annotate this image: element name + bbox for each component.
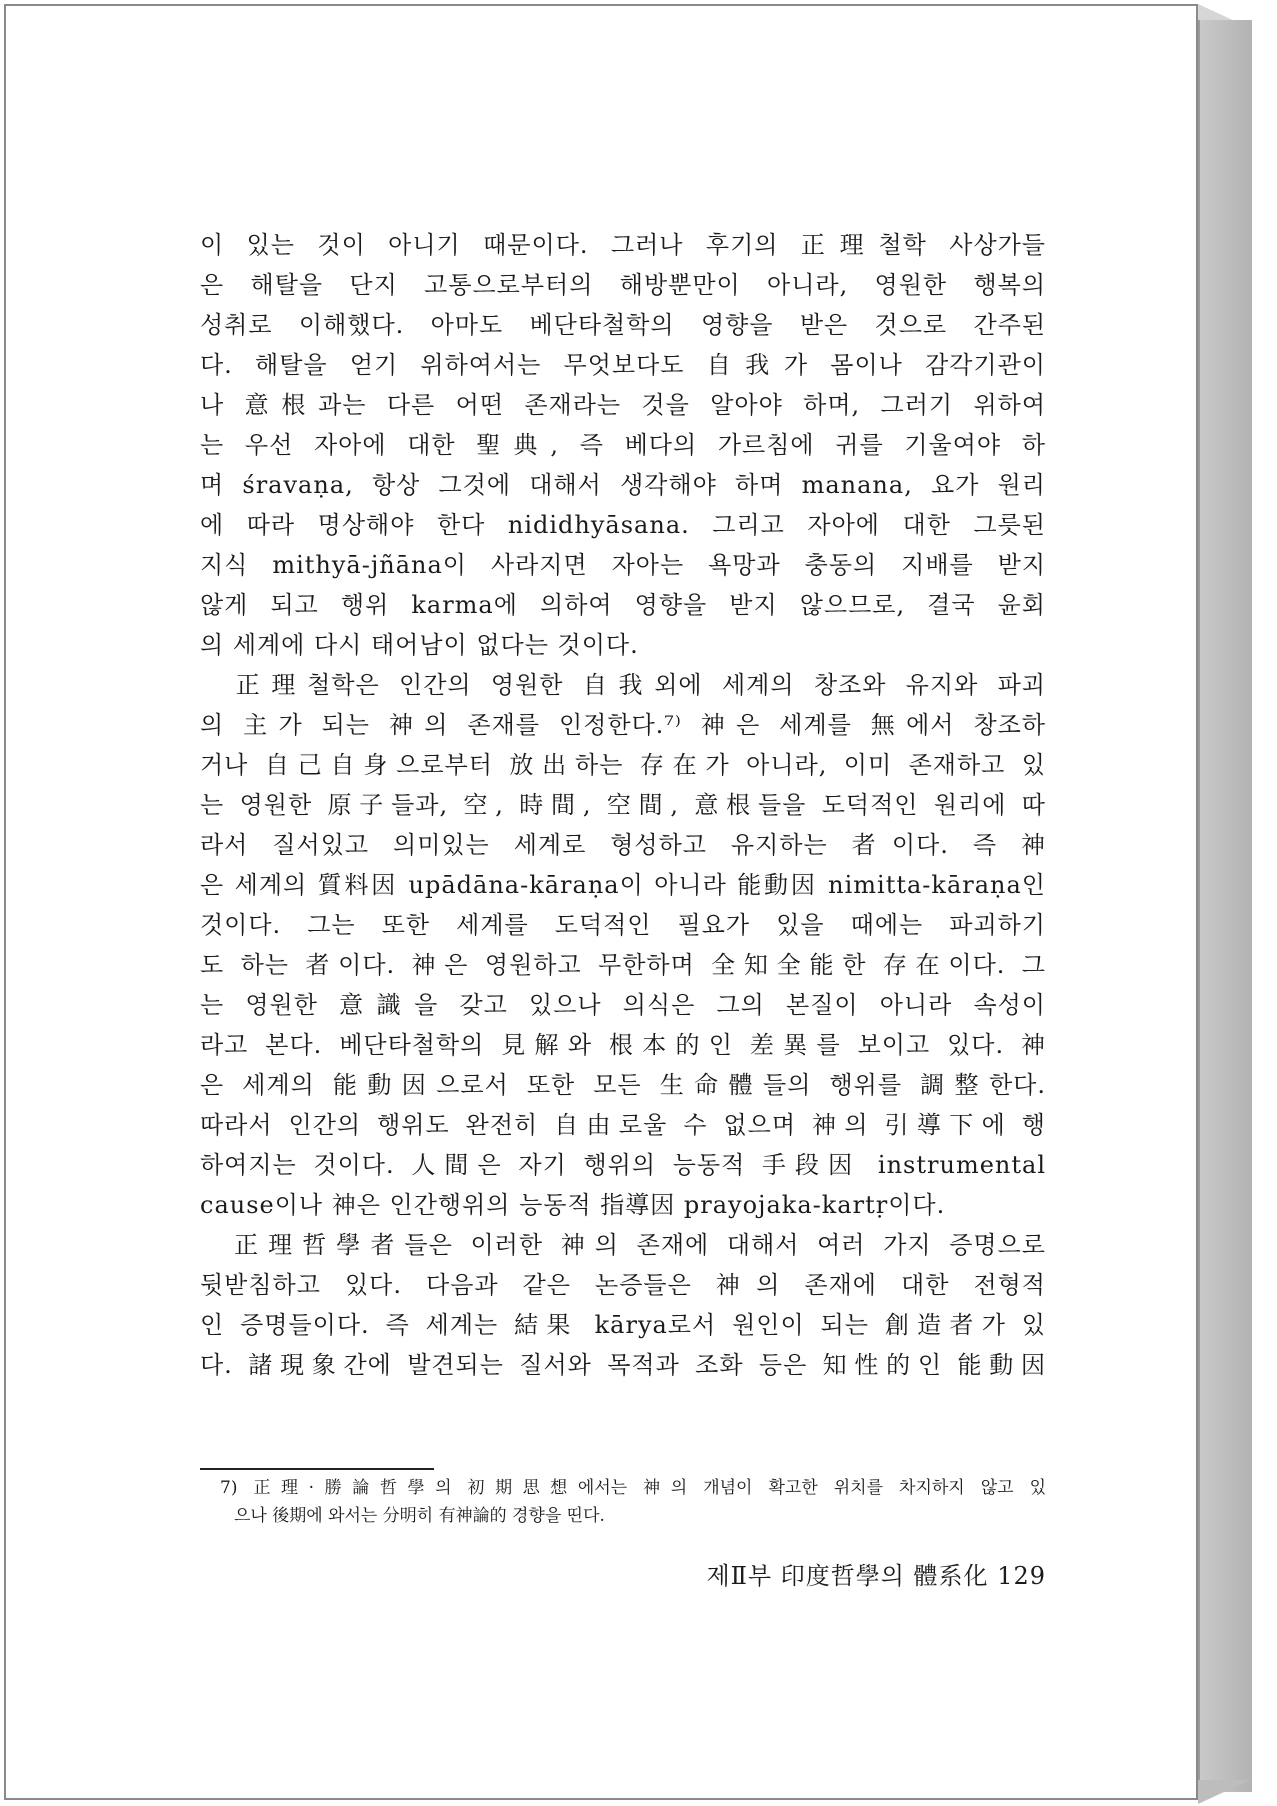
- text-line: 따라서 인간의 행위도 완전히 自由로울 수 없으며 神의 引導下에 행: [200, 1111, 1046, 1139]
- text-line: 것이다. 그는 또한 세계를 도덕적인 필요가 있을 때에는 파괴하기: [200, 911, 1046, 939]
- page-stack-side: [1198, 20, 1252, 1792]
- text-line: 의 主가 되는 神의 존재를 인정한다.⁷⁾ 神은 세계를 無에서 창조하: [200, 711, 1046, 739]
- text-line: 正理哲學者들은 이러한 神의 존재에 대해서 여러 가지 증명으로: [200, 1231, 1046, 1259]
- text-line: 다. 諸現象간에 발견되는 질서와 목적과 조화 등은 知性的인 能動因: [200, 1351, 1046, 1379]
- text-line: 이 있는 것이 아니기 때문이다. 그러나 후기의 正理철학 사상가들: [200, 231, 1046, 259]
- body-text: [200, 225, 1046, 1385]
- text-line: 는 우선 자아에 대한 聖典, 즉 베다의 가르침에 귀를 기울여야 하: [200, 431, 1046, 459]
- text-line: cause이나 神은 인간행위의 능동적 指導因 prayojaka-kartṛ이다.: [200, 1191, 946, 1219]
- text-line: 은 해탈을 단지 고통으로부터의 해방뿐만이 아니라, 영원한 행복의: [200, 271, 1046, 299]
- text-line: 나 意根과는 다른 어떤 존재라는 것을 알아야 하며, 그러기 위하여: [200, 391, 1046, 419]
- page-stack-edge-bottom: [1198, 1780, 1250, 1804]
- text-line: 은 세계의 質料因 upādāna-kāraṇa이 아니라 能動因 nimitta-kāraṇa인: [200, 871, 1046, 899]
- footnote-line: 으나 後期에 와서는 分明히 有神論的 경향을 띤다.: [234, 1506, 605, 1526]
- text-line: 며 śravaṇa, 항상 그것에 대해서 생각해야 하며 manana, 요가 원리: [200, 471, 1046, 499]
- text-line: 뒷받침하고 있다. 다음과 같은 논증들은 神의 존재에 대한 전형적: [200, 1271, 1046, 1299]
- running-footer: 제Ⅱ부 印度哲學의 體系化 129: [706, 1562, 1046, 1590]
- text-line: 성취로 이해했다. 아마도 베단타철학의 영향을 받은 것으로 간주된: [200, 311, 1046, 339]
- text-line: 않게 되고 행위 karma에 의하여 영향을 받지 않으므로, 결국 윤회: [200, 591, 1046, 619]
- footnote-line: 7) 正理·勝論哲學의 初期思想에서는 神의 개념이 확고한 위치를 차지하지 않고 있: [220, 1478, 1046, 1498]
- text-line: 의 세계에 다시 태어남이 없다는 것이다.: [200, 631, 639, 659]
- text-line: 지식 mithyā-jñāna이 사라지면 자아는 욕망과 충동의 지배를 받지: [200, 551, 1046, 579]
- text-line: 라고 본다. 베단타철학의 見解와 根本的인 差異를 보이고 있다. 神: [200, 1031, 1046, 1059]
- text-line: 라서 질서있고 의미있는 세계로 형성하고 유지하는 者이다. 즉 神: [200, 831, 1046, 859]
- footnote: [220, 1474, 1046, 1530]
- text-line: 하여지는 것이다. 人間은 자기 행위의 능동적 手段因 instrumental: [200, 1151, 1046, 1179]
- text-line: 거나 自己自身으로부터 放出하는 存在가 아니라, 이미 존재하고 있: [200, 751, 1046, 779]
- text-line: 인 증명들이다. 즉 세계는 結果 kārya로서 원인이 되는 創造者가 있: [200, 1311, 1046, 1339]
- text-line: 는 영원한 原子들과, 空, 時間, 空間, 意根들을 도덕적인 원리에 따: [200, 791, 1046, 819]
- text-line: 는 영원한 意識을 갖고 있으나 의식은 그의 본질이 아니라 속성이: [200, 991, 1046, 1019]
- text-line: 正理철학은 인간의 영원한 自我외에 세계의 창조와 유지와 파괴: [200, 671, 1046, 699]
- text-line: 다. 해탈을 얻기 위하여서는 무엇보다도 自我가 몸이나 감각기관이: [200, 351, 1046, 379]
- footnote-rule: [200, 1468, 434, 1470]
- text-line: 에 따라 명상해야 한다 nididhyāsana. 그리고 자아에 대한 그릇된: [200, 511, 1046, 539]
- text-line: 도 하는 者이다. 神은 영원하고 무한하며 全知全能한 存在이다. 그: [200, 951, 1046, 979]
- text-line: 은 세계의 能動因으로서 또한 모든 生命體들의 행위를 調整한다.: [200, 1071, 1046, 1099]
